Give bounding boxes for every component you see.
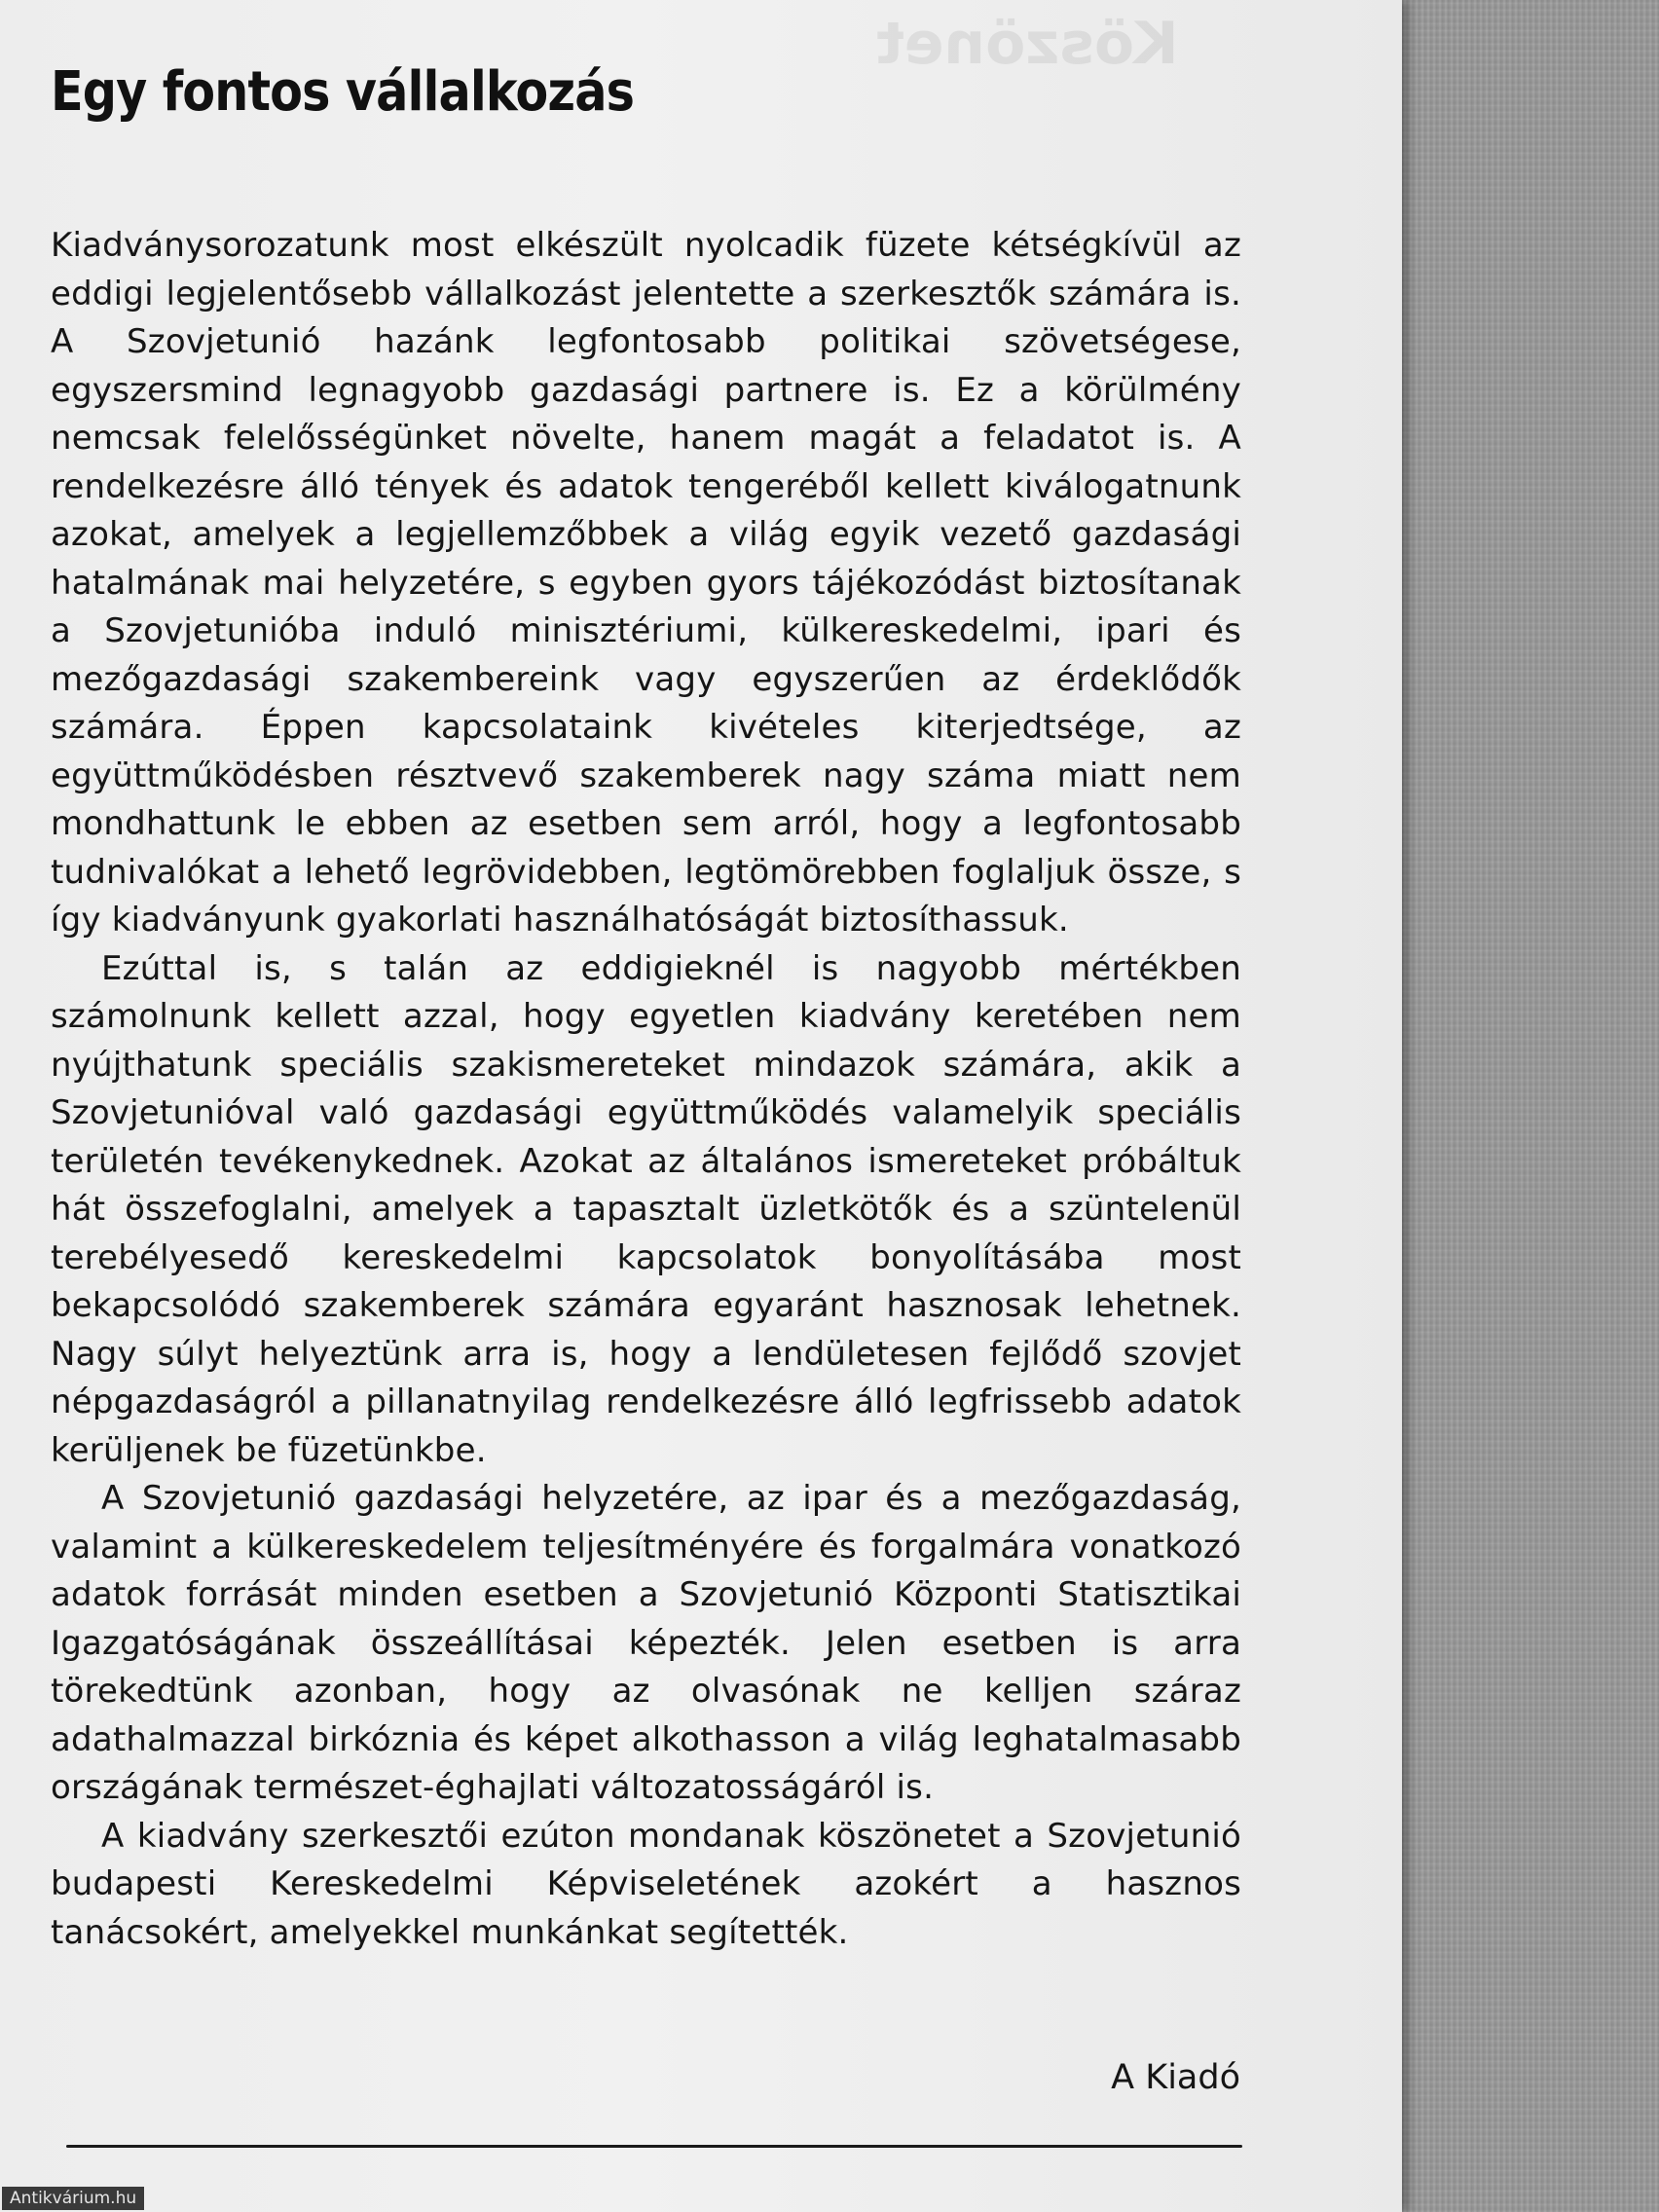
paragraph-1: Kiadványsorozatunk most elkészült nyolcadik füzete kétségkívül az eddigi legjelentősebb vállalkozást jelentette a szerkesztők számára is. A Szovjetunió hazánk legfontosabb politikai szövetségese, egyszersmind legnagyobb gazdasági partnere is. Ez a körülmény nemcsak felelősségünket növelte, hanem magát a feladatot is. A rendelkezésre álló tények és adatok tengeréből kellett kiválogatnunk azokat, amelyek a legjellemzőbbek a világ egyik vezető gazdasági hatalmának mai helyzetére, s egyben gyors tájékozódást biztosítanak a Szovjetunióba induló minisztériumi, külkereskedelmi, ipari és mezőgazdasági szakembereink vagy egyszerűen az érdeklődők számára. Éppen kapcsolataink kivételes kiterjedtsége, az együttműködésben résztvevő szakemberek nagy száma miatt nem mondhattunk le ebben az esetben sem arról, hogy a legfontosabb tudnivalókat a lehető legrövidebben, legtömörebben foglaljuk össze, s így kiadványunk gyakorlati használhatóságát biztosíthassuk. <box>51 226 1241 940</box>
watermark-label: Antikvárium.hu <box>2 2187 144 2210</box>
page-title: Egy fontos vállalkozás <box>51 60 635 124</box>
bottom-rule <box>66 2145 1242 2148</box>
paragraph-4: A kiadvány szerkesztői ezúton mondanak köszönetet a Szovjetunió budapesti Kereskedelmi Képviseletének azokért a hasznos tanácsokért, amelyekkel munkánkat segítették. <box>51 1816 1241 1952</box>
bleed-through-heading: Köszönet <box>876 10 1179 78</box>
publisher-signature: A Kiadó <box>1111 2058 1240 2097</box>
background-texture <box>1392 0 1659 2212</box>
paragraph-2: Ezúttal is, s talán az eddigieknél is nagyobb mértékben számolnunk kellett azzal, hogy egyetlen kiadvány keretében nem nyújthatunk speciális szakismereteket mindazok számára, akik a Szovjetunióval való gazdasági együttműködés valamelyik speciális területén tevékenykednek. Azokat az általános ismereteket próbáltuk hát összefoglalni, amelyek a tapasztalt üzletkötők és a szüntelenül terebélyesedő kereskedelmi kapcsolatok bonyolításába most bekapcsolódó szakemberek számára egyaránt hasznosak lehetnek. Nagy súlyt helyeztünk arra is, hogy a lendületesen fejlődő szovjet népgazdaságról a pillanatnyilag rendelkezésre álló legfrissebb adatok kerüljenek be füzetünkbe. <box>51 948 1241 1470</box>
article-body <box>51 222 1241 1957</box>
paragraph-3: A Szovjetunió gazdasági helyzetére, az ipar és a mezőgazdaság, valamint a külkereskedelem teljesítményére és forgalmára vonatkozó adatok forrását minden esetben a Szovjetunió Központi Statisztikai Igazgatóságának összeállításai képezték. Jelen esetben is arra törekedtünk azonban, hogy az olvasónak ne kelljen száraz adathalmazzal birkóznia és képet alkothasson a világ leghatalmasabb országának természet-éghajlati változatosságáról is. <box>51 1479 1241 1807</box>
